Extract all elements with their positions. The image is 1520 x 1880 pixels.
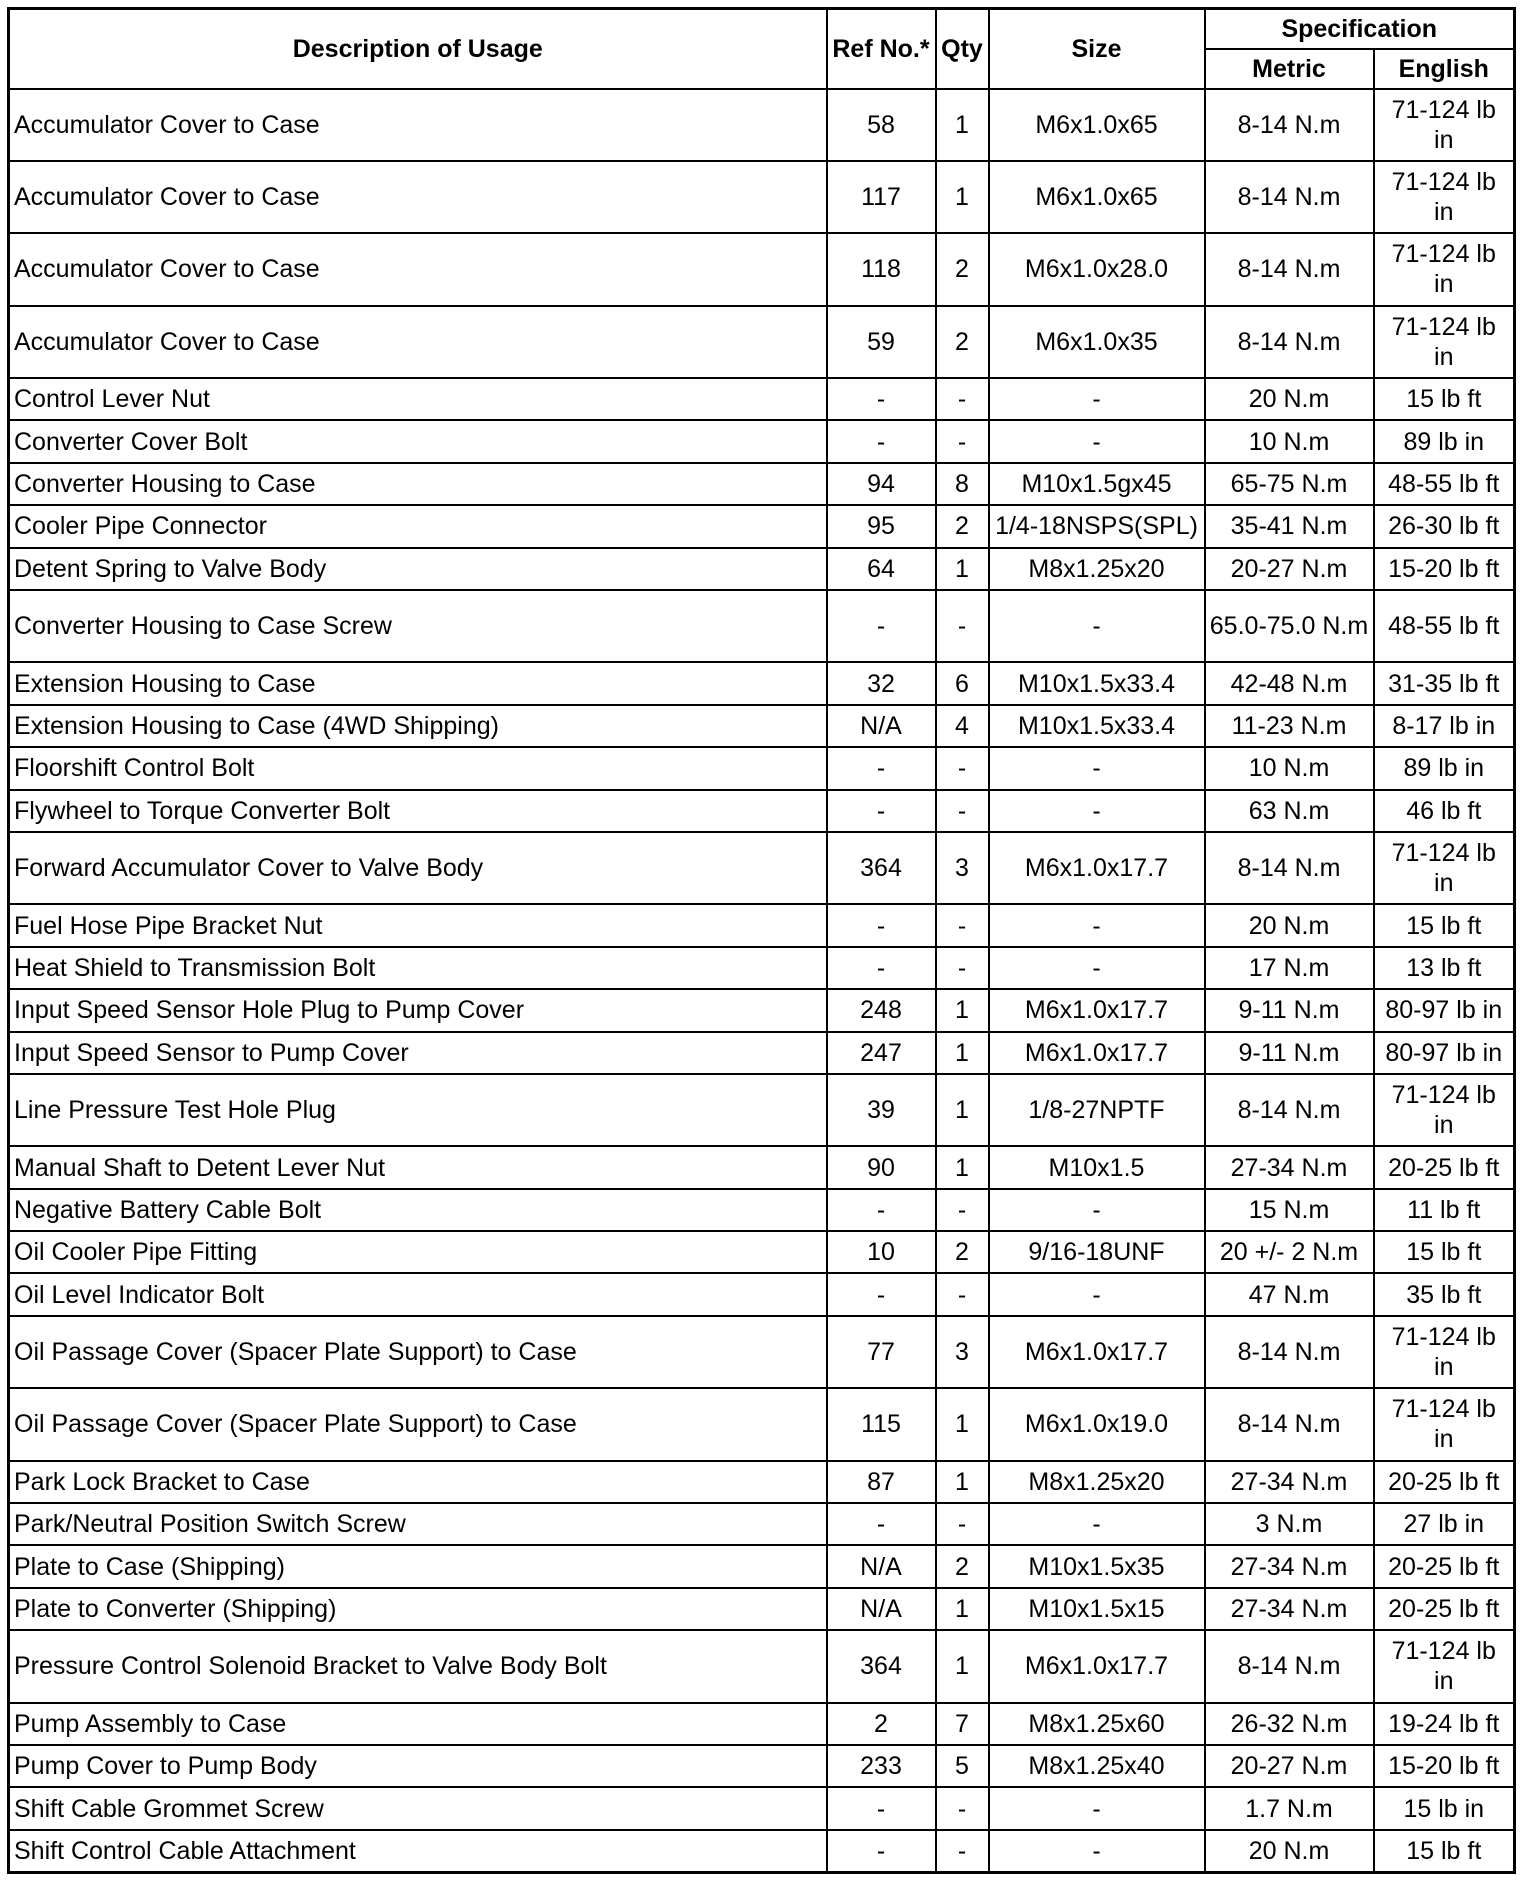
cell-description: Line Pressure Test Hole Plug	[9, 1074, 827, 1146]
cell-description: Forward Accumulator Cover to Valve Body	[9, 832, 827, 904]
table-row	[9, 790, 1515, 832]
cell-qty: -	[936, 904, 989, 946]
cell-qty: 8	[936, 463, 989, 505]
cell-ref-no: -	[827, 947, 936, 989]
cell-description: Park Lock Bracket to Case	[9, 1461, 827, 1503]
cell-description: Accumulator Cover to Case	[9, 161, 827, 233]
cell-qty: 1	[936, 548, 989, 590]
cell-size: M6x1.0x17.7	[989, 832, 1205, 904]
cell-qty: 6	[936, 662, 989, 704]
cell-metric: 20 N.m	[1205, 378, 1374, 420]
cell-ref-no: N/A	[827, 1588, 936, 1630]
cell-qty: 1	[936, 1630, 989, 1702]
cell-english: 13 lb ft	[1374, 947, 1515, 989]
cell-english: 26-30 lb ft	[1374, 505, 1515, 547]
cell-description: Control Lever Nut	[9, 378, 827, 420]
cell-ref-no: 115	[827, 1388, 936, 1460]
cell-description: Heat Shield to Transmission Bolt	[9, 947, 827, 989]
cell-ref-no: -	[827, 747, 936, 789]
cell-qty: 1	[936, 1588, 989, 1630]
cell-ref-no: -	[827, 1503, 936, 1545]
cell-description: Shift Control Cable Attachment	[9, 1830, 827, 1872]
cell-metric: 10 N.m	[1205, 420, 1374, 462]
cell-metric: 8-14 N.m	[1205, 89, 1374, 161]
cell-metric: 9-11 N.m	[1205, 1032, 1374, 1074]
table-row	[9, 233, 1515, 305]
table-row	[9, 161, 1515, 233]
cell-qty: -	[936, 747, 989, 789]
cell-size: M10x1.5x35	[989, 1545, 1205, 1587]
cell-size: M10x1.5x33.4	[989, 662, 1205, 704]
cell-size: M8x1.25x20	[989, 1461, 1205, 1503]
table-row	[9, 747, 1515, 789]
cell-metric: 8-14 N.m	[1205, 1630, 1374, 1702]
cell-ref-no: 233	[827, 1745, 936, 1787]
cell-ref-no: 64	[827, 548, 936, 590]
cell-description: Park/Neutral Position Switch Screw	[9, 1503, 827, 1545]
table-row	[9, 1388, 1515, 1460]
cell-ref-no: -	[827, 420, 936, 462]
cell-description: Converter Housing to Case Screw	[9, 590, 827, 662]
cell-size: -	[989, 420, 1205, 462]
table-row	[9, 548, 1515, 590]
cell-metric: 8-14 N.m	[1205, 306, 1374, 378]
cell-metric: 27-34 N.m	[1205, 1588, 1374, 1630]
cell-qty: 1	[936, 1461, 989, 1503]
cell-size: M6x1.0x19.0	[989, 1388, 1205, 1460]
header-description: Description of Usage	[9, 9, 827, 89]
cell-description: Detent Spring to Valve Body	[9, 548, 827, 590]
cell-english: 46 lb ft	[1374, 790, 1515, 832]
header-qty: Qty	[936, 9, 989, 89]
cell-qty: -	[936, 947, 989, 989]
cell-english: 71-124 lb in	[1374, 233, 1515, 305]
table-row	[9, 1032, 1515, 1074]
cell-metric: 8-14 N.m	[1205, 1316, 1374, 1388]
cell-description: Converter Housing to Case	[9, 463, 827, 505]
cell-description: Accumulator Cover to Case	[9, 89, 827, 161]
cell-description: Pressure Control Solenoid Bracket to Valve Body Bolt	[9, 1630, 827, 1702]
cell-size: -	[989, 790, 1205, 832]
cell-ref-no: 2	[827, 1703, 936, 1745]
cell-description: Manual Shaft to Detent Lever Nut	[9, 1146, 827, 1188]
cell-metric: 8-14 N.m	[1205, 1388, 1374, 1460]
cell-ref-no: -	[827, 590, 936, 662]
cell-size: -	[989, 1787, 1205, 1829]
cell-english: 71-124 lb in	[1374, 1630, 1515, 1702]
cell-qty: 7	[936, 1703, 989, 1745]
table-row	[9, 705, 1515, 747]
cell-english: 15 lb ft	[1374, 378, 1515, 420]
cell-size: M6x1.0x65	[989, 89, 1205, 161]
cell-ref-no: -	[827, 1189, 936, 1231]
cell-ref-no: -	[827, 790, 936, 832]
cell-size: -	[989, 1273, 1205, 1315]
table-row	[9, 904, 1515, 946]
table-row	[9, 1745, 1515, 1787]
cell-metric: 8-14 N.m	[1205, 832, 1374, 904]
cell-ref-no: -	[827, 904, 936, 946]
cell-qty: 2	[936, 505, 989, 547]
cell-english: 35 lb ft	[1374, 1273, 1515, 1315]
cell-size: -	[989, 947, 1205, 989]
cell-metric: 8-14 N.m	[1205, 1074, 1374, 1146]
cell-english: 89 lb in	[1374, 420, 1515, 462]
cell-english: 31-35 lb ft	[1374, 662, 1515, 704]
cell-english: 48-55 lb ft	[1374, 590, 1515, 662]
cell-qty: 2	[936, 1545, 989, 1587]
cell-english: 27 lb in	[1374, 1503, 1515, 1545]
cell-size: M8x1.25x60	[989, 1703, 1205, 1745]
cell-description: Accumulator Cover to Case	[9, 233, 827, 305]
cell-size: M6x1.0x17.7	[989, 1630, 1205, 1702]
cell-size: M6x1.0x28.0	[989, 233, 1205, 305]
cell-english: 80-97 lb in	[1374, 989, 1515, 1031]
cell-ref-no: 90	[827, 1146, 936, 1188]
cell-english: 15-20 lb ft	[1374, 548, 1515, 590]
cell-qty: 1	[936, 1146, 989, 1188]
cell-qty: -	[936, 1830, 989, 1872]
cell-english: 71-124 lb in	[1374, 306, 1515, 378]
cell-ref-no: 364	[827, 832, 936, 904]
cell-size: M10x1.5	[989, 1146, 1205, 1188]
cell-metric: 26-32 N.m	[1205, 1703, 1374, 1745]
cell-english: 71-124 lb in	[1374, 832, 1515, 904]
cell-english: 20-25 lb ft	[1374, 1146, 1515, 1188]
cell-metric: 3 N.m	[1205, 1503, 1374, 1545]
cell-size: M8x1.25x20	[989, 548, 1205, 590]
cell-size: -	[989, 904, 1205, 946]
cell-english: 20-25 lb ft	[1374, 1588, 1515, 1630]
cell-english: 71-124 lb in	[1374, 1316, 1515, 1388]
cell-english: 15 lb in	[1374, 1787, 1515, 1829]
cell-qty: 1	[936, 89, 989, 161]
table-row	[9, 590, 1515, 662]
cell-english: 20-25 lb ft	[1374, 1461, 1515, 1503]
table-row	[9, 1316, 1515, 1388]
cell-size: M8x1.25x40	[989, 1745, 1205, 1787]
table-row	[9, 1074, 1515, 1146]
cell-size: M10x1.5gx45	[989, 463, 1205, 505]
table-row	[9, 1787, 1515, 1829]
cell-description: Oil Level Indicator Bolt	[9, 1273, 827, 1315]
cell-description: Pump Cover to Pump Body	[9, 1745, 827, 1787]
cell-description: Cooler Pipe Connector	[9, 505, 827, 547]
cell-ref-no: N/A	[827, 705, 936, 747]
cell-qty: 2	[936, 1231, 989, 1273]
cell-description: Pump Assembly to Case	[9, 1703, 827, 1745]
cell-qty: 1	[936, 1074, 989, 1146]
cell-description: Oil Cooler Pipe Fitting	[9, 1231, 827, 1273]
cell-ref-no: 32	[827, 662, 936, 704]
cell-qty: -	[936, 378, 989, 420]
cell-ref-no: 248	[827, 989, 936, 1031]
cell-description: Fuel Hose Pipe Bracket Nut	[9, 904, 827, 946]
cell-ref-no: 77	[827, 1316, 936, 1388]
spec-table-wrapper	[7, 7, 1516, 1874]
cell-qty: -	[936, 590, 989, 662]
cell-qty: -	[936, 1189, 989, 1231]
cell-size: M6x1.0x17.7	[989, 989, 1205, 1031]
cell-size: M6x1.0x35	[989, 306, 1205, 378]
table-row	[9, 1630, 1515, 1702]
cell-metric: 1.7 N.m	[1205, 1787, 1374, 1829]
cell-size: -	[989, 1830, 1205, 1872]
cell-qty: 5	[936, 1745, 989, 1787]
cell-english: 89 lb in	[1374, 747, 1515, 789]
cell-metric: 63 N.m	[1205, 790, 1374, 832]
cell-qty: -	[936, 790, 989, 832]
table-row	[9, 832, 1515, 904]
cell-ref-no: 117	[827, 161, 936, 233]
table-row	[9, 1703, 1515, 1745]
cell-ref-no: 59	[827, 306, 936, 378]
header-size: Size	[989, 9, 1205, 89]
cell-metric: 11-23 N.m	[1205, 705, 1374, 747]
cell-english: 11 lb ft	[1374, 1189, 1515, 1231]
cell-english: 15 lb ft	[1374, 1830, 1515, 1872]
cell-size: 1/4-18NSPS(SPL)	[989, 505, 1205, 547]
cell-metric: 10 N.m	[1205, 747, 1374, 789]
cell-ref-no: 94	[827, 463, 936, 505]
table-row	[9, 378, 1515, 420]
cell-description: Shift Cable Grommet Screw	[9, 1787, 827, 1829]
cell-metric: 27-34 N.m	[1205, 1545, 1374, 1587]
cell-description: Extension Housing to Case (4WD Shipping)	[9, 705, 827, 747]
cell-metric: 20 N.m	[1205, 904, 1374, 946]
fastener-torque-table	[7, 7, 1516, 1874]
cell-qty: -	[936, 1503, 989, 1545]
cell-ref-no: 95	[827, 505, 936, 547]
cell-description: Floorshift Control Bolt	[9, 747, 827, 789]
header-specification: Specification	[1205, 9, 1515, 49]
cell-english: 71-124 lb in	[1374, 1388, 1515, 1460]
cell-ref-no: -	[827, 1787, 936, 1829]
table-row	[9, 420, 1515, 462]
cell-size: -	[989, 590, 1205, 662]
table-body	[9, 89, 1515, 1873]
cell-description: Input Speed Sensor Hole Plug to Pump Cover	[9, 989, 827, 1031]
table-row	[9, 505, 1515, 547]
table-row	[9, 1461, 1515, 1503]
cell-qty: 3	[936, 1316, 989, 1388]
cell-qty: 4	[936, 705, 989, 747]
cell-size: -	[989, 747, 1205, 789]
table-row	[9, 306, 1515, 378]
cell-description: Converter Cover Bolt	[9, 420, 827, 462]
table-row	[9, 1588, 1515, 1630]
cell-metric: 27-34 N.m	[1205, 1461, 1374, 1503]
cell-ref-no: N/A	[827, 1545, 936, 1587]
cell-ref-no: 118	[827, 233, 936, 305]
cell-description: Oil Passage Cover (Spacer Plate Support) to Case	[9, 1388, 827, 1460]
cell-metric: 20 +/- 2 N.m	[1205, 1231, 1374, 1273]
cell-metric: 15 N.m	[1205, 1189, 1374, 1231]
cell-metric: 47 N.m	[1205, 1273, 1374, 1315]
cell-size: M10x1.5x15	[989, 1588, 1205, 1630]
cell-ref-no: 39	[827, 1074, 936, 1146]
cell-size: M6x1.0x65	[989, 161, 1205, 233]
table-row	[9, 1830, 1515, 1872]
cell-english: 20-25 lb ft	[1374, 1545, 1515, 1587]
cell-ref-no: 58	[827, 89, 936, 161]
table-row	[9, 947, 1515, 989]
cell-qty: 1	[936, 161, 989, 233]
cell-english: 15-20 lb ft	[1374, 1745, 1515, 1787]
cell-description: Input Speed Sensor to Pump Cover	[9, 1032, 827, 1074]
table-row	[9, 89, 1515, 161]
cell-qty: -	[936, 420, 989, 462]
table-row	[9, 1146, 1515, 1188]
cell-metric: 9-11 N.m	[1205, 989, 1374, 1031]
table-row	[9, 989, 1515, 1031]
cell-english: 80-97 lb in	[1374, 1032, 1515, 1074]
cell-metric: 42-48 N.m	[1205, 662, 1374, 704]
table-row	[9, 1503, 1515, 1545]
cell-english: 19-24 lb ft	[1374, 1703, 1515, 1745]
table-row	[9, 1273, 1515, 1315]
cell-metric: 17 N.m	[1205, 947, 1374, 989]
cell-size: -	[989, 378, 1205, 420]
cell-ref-no: 364	[827, 1630, 936, 1702]
cell-size: M6x1.0x17.7	[989, 1032, 1205, 1074]
table-row	[9, 463, 1515, 505]
cell-ref-no: 87	[827, 1461, 936, 1503]
table-row	[9, 1231, 1515, 1273]
cell-size: 9/16-18UNF	[989, 1231, 1205, 1273]
cell-qty: 1	[936, 1032, 989, 1074]
header-english: English	[1374, 49, 1515, 89]
cell-size: M10x1.5x33.4	[989, 705, 1205, 747]
cell-metric: 35-41 N.m	[1205, 505, 1374, 547]
cell-qty: 3	[936, 832, 989, 904]
cell-qty: 2	[936, 306, 989, 378]
cell-metric: 8-14 N.m	[1205, 233, 1374, 305]
cell-metric: 20 N.m	[1205, 1830, 1374, 1872]
table-row	[9, 1545, 1515, 1587]
cell-size: -	[989, 1189, 1205, 1231]
cell-description: Plate to Case (Shipping)	[9, 1545, 827, 1587]
header-ref-no: Ref No.*	[827, 9, 936, 89]
cell-description: Extension Housing to Case	[9, 662, 827, 704]
cell-english: 71-124 lb in	[1374, 161, 1515, 233]
cell-metric: 20-27 N.m	[1205, 548, 1374, 590]
cell-qty: 2	[936, 233, 989, 305]
table-row	[9, 662, 1515, 704]
cell-description: Negative Battery Cable Bolt	[9, 1189, 827, 1231]
cell-ref-no: -	[827, 1273, 936, 1315]
cell-ref-no: 247	[827, 1032, 936, 1074]
cell-english: 71-124 lb in	[1374, 89, 1515, 161]
cell-description: Accumulator Cover to Case	[9, 306, 827, 378]
cell-metric: 20-27 N.m	[1205, 1745, 1374, 1787]
header-metric: Metric	[1205, 49, 1374, 89]
cell-metric: 65-75 N.m	[1205, 463, 1374, 505]
cell-english: 71-124 lb in	[1374, 1074, 1515, 1146]
cell-size: M6x1.0x17.7	[989, 1316, 1205, 1388]
cell-english: 8-17 lb in	[1374, 705, 1515, 747]
cell-ref-no: -	[827, 378, 936, 420]
cell-qty: 1	[936, 989, 989, 1031]
cell-metric: 8-14 N.m	[1205, 161, 1374, 233]
cell-description: Plate to Converter (Shipping)	[9, 1588, 827, 1630]
cell-size: 1/8-27NPTF	[989, 1074, 1205, 1146]
cell-ref-no: 10	[827, 1231, 936, 1273]
cell-english: 15 lb ft	[1374, 904, 1515, 946]
cell-metric: 27-34 N.m	[1205, 1146, 1374, 1188]
cell-qty: -	[936, 1273, 989, 1315]
cell-ref-no: -	[827, 1830, 936, 1872]
cell-qty: 1	[936, 1388, 989, 1460]
cell-description: Oil Passage Cover (Spacer Plate Support) to Case	[9, 1316, 827, 1388]
cell-english: 15 lb ft	[1374, 1231, 1515, 1273]
cell-size: -	[989, 1503, 1205, 1545]
cell-qty: -	[936, 1787, 989, 1829]
cell-metric: 65.0-75.0 N.m	[1205, 590, 1374, 662]
cell-description: Flywheel to Torque Converter Bolt	[9, 790, 827, 832]
table-row	[9, 1189, 1515, 1231]
cell-english: 48-55 lb ft	[1374, 463, 1515, 505]
